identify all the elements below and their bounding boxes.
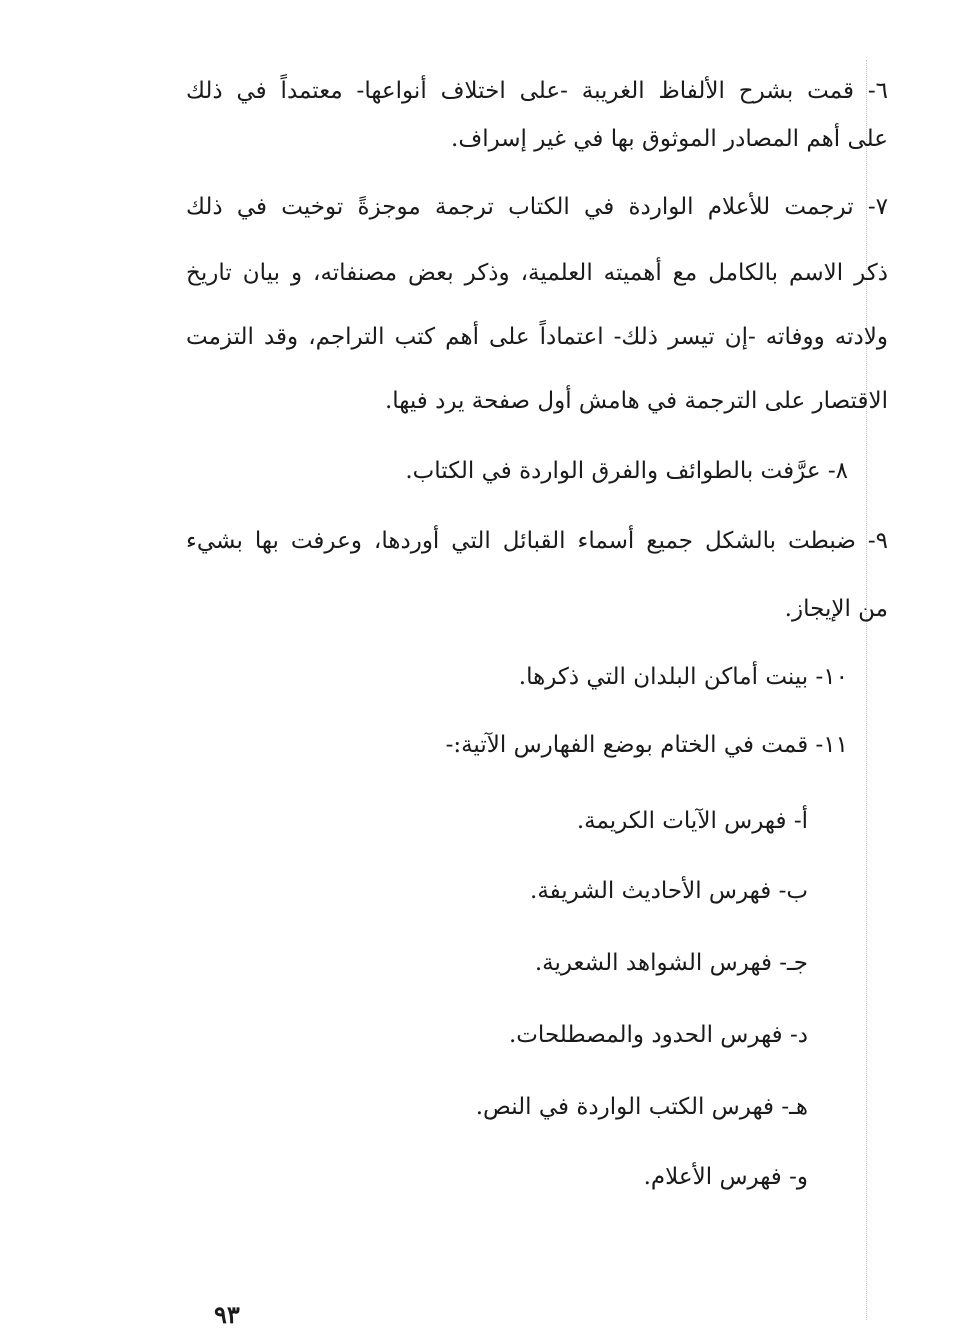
page-number: ٩٣ [214,1300,240,1329]
item-7-line-1: ٧- ترجمت للأعلام الواردة في الكتاب ترجمة موجزةً توخيت في ذلك [186,194,888,220]
index-item-d: د- فهرس الحدود والمصطلحات. [508,1022,808,1048]
item-7-line-4: الاقتصار على الترجمة في هامش أول صفحة يرد فيها. [384,388,888,414]
item-6-line-1: ٦- قمت بشرح الألفاظ الغريبة -على اختلاف أنواعها- معتمداً في ذلك [186,78,888,104]
item-8-line-1: ٨- عرَّفت بالطوائف والفرق الواردة في الكتاب. [405,458,848,484]
index-item-a: أ- فهرس الآيات الكريمة. [576,808,808,834]
margin-guide [866,60,867,1320]
item-9-line-2: من الإيجاز. [784,596,888,622]
index-item-c: جـ- فهرس الشواهد الشعرية. [534,950,808,976]
index-item-f: و- فهرس الأعلام. [643,1164,808,1190]
item-9-line-1: ٩- ضبطت بالشكل جميع أسماء القبائل التي أوردها، وعرفت بها بشيء [186,528,888,554]
item-11-line-1: ١١- قمت في الختام بوضع الفهارس الآتية:- [445,732,848,758]
index-item-b: ب- فهرس الأحاديث الشريفة. [530,878,808,904]
item-7-line-2: ذكر الاسم بالكامل مع أهميته العلمية، وذكر بعض مصنفاته، و بيان تاريخ [186,260,888,286]
item-7-line-3: ولادته ووفاته -إن تيسر ذلك- اعتماداً على أهم كتب التراجم، وقد التزمت [186,324,888,350]
item-10-line-1: ١٠- بينت أماكن البلدان التي ذكرها. [518,664,848,690]
index-item-e: هـ- فهرس الكتب الواردة في النص. [475,1094,808,1120]
item-6-line-2: على أهم المصادر الموثوق بها في غير إسراف. [451,126,888,152]
